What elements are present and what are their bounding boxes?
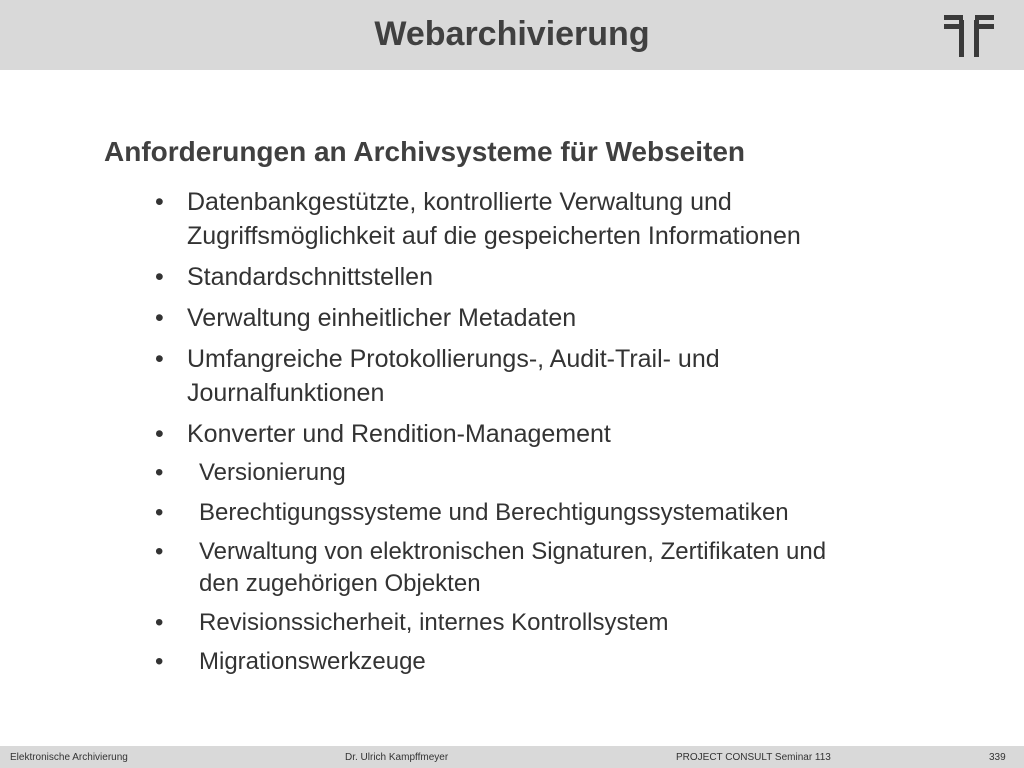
bullet-icon: • <box>155 304 164 332</box>
footer-course: Elektronische Archivierung <box>10 752 128 763</box>
bullet-text: Datenbankgestützte, kontrollierte Verwaltung und Zugriffsmöglichkeit auf die gespeicherten Informationen <box>187 188 801 250</box>
bullet-icon: • <box>155 648 164 675</box>
bullet-text: Standardschnittstellen <box>187 263 433 291</box>
bullet-icon: • <box>155 263 164 291</box>
list-item <box>155 607 669 639</box>
bullet-icon: • <box>155 499 164 526</box>
bullet-text: Berechtigungssysteme und Berechtigungssystematiken <box>199 499 789 526</box>
footer-seminar: PROJECT CONSULT Seminar 113 <box>676 752 831 763</box>
footer-bar <box>0 746 1024 768</box>
bullet-icon: • <box>155 538 164 565</box>
bullet-icon: • <box>155 188 164 216</box>
list-item <box>155 497 789 529</box>
bullet-text: Verwaltung einheitlicher Metadaten <box>187 304 577 332</box>
list-item <box>155 260 433 294</box>
bullet-text: Verwaltung von elektronischen Signaturen, Zertifikaten und den zugehörigen Objekten <box>199 538 827 597</box>
bullet-icon: • <box>155 459 164 486</box>
bullet-text: Revisionssicherheit, internes Kontrollsystem <box>199 609 669 636</box>
bullet-text: Konverter und Rendition-Management <box>187 420 611 448</box>
bullet-icon: • <box>155 609 164 636</box>
list-item <box>155 185 801 253</box>
bullet-text: Umfangreiche Protokollierungs-, Audit-Trail- und Journalfunktionen <box>187 345 720 407</box>
list-item <box>155 417 611 451</box>
list-item <box>155 646 426 678</box>
bullet-icon: • <box>155 345 164 373</box>
slide-title: Webarchivierung <box>374 15 650 53</box>
bullet-icon: • <box>155 420 164 448</box>
list-item <box>155 342 720 410</box>
list-item <box>155 301 576 335</box>
footer-author: Dr. Ulrich Kampffmeyer <box>345 752 449 763</box>
bullet-text: Migrationswerkzeuge <box>199 648 426 675</box>
list-item <box>155 536 826 600</box>
list-item <box>155 457 346 489</box>
footer-page-number: 339 <box>989 752 1006 763</box>
slide-subtitle: Anforderungen an Archivsysteme für Webseiten <box>104 136 746 167</box>
bullet-text: Versionierung <box>199 459 346 486</box>
